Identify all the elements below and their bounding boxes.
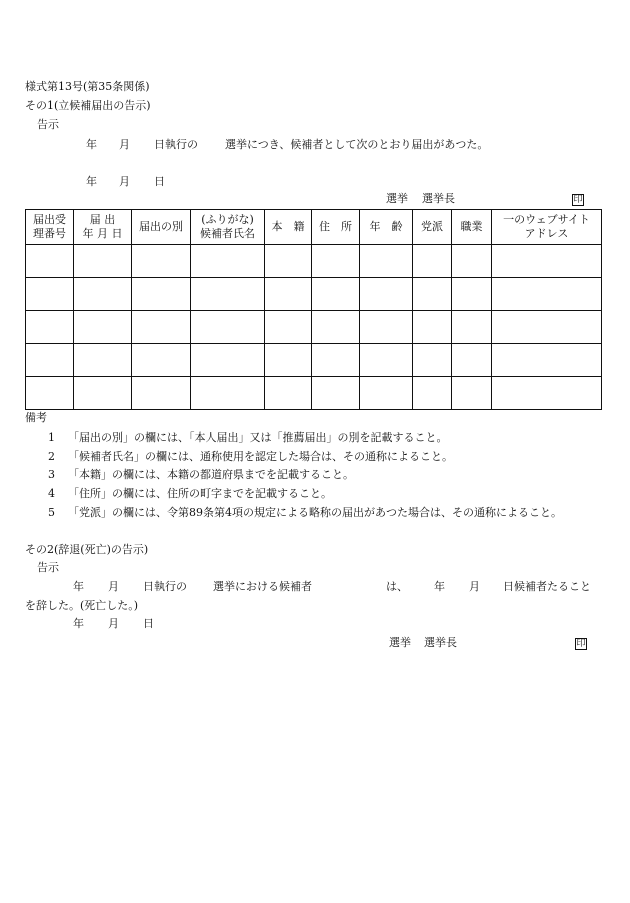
table-cell [265,377,312,410]
part1-date-year: 年 [86,175,97,188]
table-cell [413,311,452,344]
remark-item: 5 「党派」の欄には、令第89条第4項の規定による略称の届出があつた場合は、その通称によること。 [48,506,562,519]
remark-item: 3 「本籍」の欄には、本籍の都道府県までを記載すること。 [48,468,354,481]
candidate-table [25,209,602,410]
part2-seal [575,636,587,650]
table-cell [191,311,265,344]
table-cell [360,377,413,410]
table-cell [312,377,360,410]
part1-committee-chair: 選挙長 [422,192,455,205]
table-cell [413,377,452,410]
table-cell [74,344,132,377]
part2-year2: 年 [434,580,445,593]
part1-election-sentence: 選挙につき、候補者として次のとおり届出があつた。 [225,138,489,151]
part2-month2: 月 [469,580,480,593]
table-row [26,311,602,344]
part2-month: 月 [108,580,119,593]
table-cell [492,311,602,344]
table-cell [132,344,191,377]
table-cell [132,245,191,278]
remark-item: 4 「住所」の欄には、住所の町字までを記載すること。 [48,487,332,500]
table-cell [492,278,602,311]
table-cell [26,344,74,377]
part2-year: 年 [73,580,84,593]
table-cell [312,278,360,311]
table-cell [413,245,452,278]
seal-mark: 印 [576,639,586,649]
table-cell [191,278,265,311]
table-cell [360,311,413,344]
table-cell [492,344,602,377]
part2-committee-chair: 選挙長 [424,636,457,649]
table-cell [132,377,191,410]
part2-day-exec: 日執行の [143,580,187,593]
remarks-title: 備考 [25,411,47,424]
col-header-candidate-name: (ふりがな) 候補者氏名 [191,210,265,245]
table-cell [265,344,312,377]
part1-date-month: 月 [119,175,130,188]
table-cell [360,344,413,377]
table-cell [74,278,132,311]
col-header-receipt-no: 届出受 理番号 [26,210,74,245]
part2-date-day: 日 [143,617,154,630]
table-row [26,344,602,377]
table-cell [492,377,602,410]
table-row [26,245,602,278]
notice-label: 告示 [37,118,59,131]
table-cell [26,377,74,410]
remark-item: 2 「候補者氏名」の欄には、通称使用を認定した場合は、その通称によること。 [48,450,453,463]
form-title: 様式第13号(第35条関係) [25,80,150,93]
col-header-domicile: 本 籍 [265,210,312,245]
table-cell [312,245,360,278]
table-cell [452,245,492,278]
table-cell [191,377,265,410]
remark-item: 1 「届出の別」の欄には、「本人届出」又は「推薦届出」の別を記載すること。 [48,431,448,444]
part1-year: 年 [86,138,97,151]
part1-date-day: 日 [154,175,165,188]
table-cell [265,278,312,311]
part2-election-text: 選挙における候補者 [213,580,312,593]
part2-notice-label: 告示 [37,561,59,574]
table-cell [312,311,360,344]
table-cell [452,344,492,377]
col-header-address: 住 所 [312,210,360,245]
table-cell [452,311,492,344]
table-cell [492,245,602,278]
table-cell [413,278,452,311]
table-cell [74,245,132,278]
part1-seal [572,192,584,206]
table-cell [360,245,413,278]
col-header-filing-type: 届出の別 [132,210,191,245]
part1-month: 月 [119,138,130,151]
part2-date-month: 月 [108,617,119,630]
table-cell [26,245,74,278]
part1-day-exec: 日執行の [154,138,198,151]
part2-line2: を辞した。(死亡した。) [25,599,139,612]
table-row [26,377,602,410]
part1-committee-election: 選挙 [386,192,408,205]
table-cell [26,278,74,311]
col-header-age: 年 齢 [360,210,413,245]
table-cell [191,245,265,278]
part2-title: その2(辞退(死亡)の告示) [25,543,149,556]
table-header-row [26,210,602,245]
table-cell [360,278,413,311]
table-cell [413,344,452,377]
col-header-party: 党派 [413,210,452,245]
table-cell [132,278,191,311]
table-cell [265,245,312,278]
table-cell [452,278,492,311]
table-row [26,278,602,311]
col-header-occupation: 職業 [452,210,492,245]
part2-committee-election: 選挙 [389,636,411,649]
table-cell [265,311,312,344]
table-cell [74,377,132,410]
table-cell [452,377,492,410]
part2-date-year: 年 [73,617,84,630]
table-cell [312,344,360,377]
part2-wa: は、 [386,580,408,593]
seal-mark: 印 [573,195,583,205]
part1-title: その1(立候補届出の告示) [25,99,151,112]
part2-day-text: 日候補者たること [503,580,591,593]
table-cell [191,344,265,377]
table-cell [74,311,132,344]
table-cell [26,311,74,344]
table-cell [132,311,191,344]
col-header-filing-date: 届 出 年 月 日 [74,210,132,245]
col-header-website: 一のウェブサイト アドレス [492,210,602,245]
